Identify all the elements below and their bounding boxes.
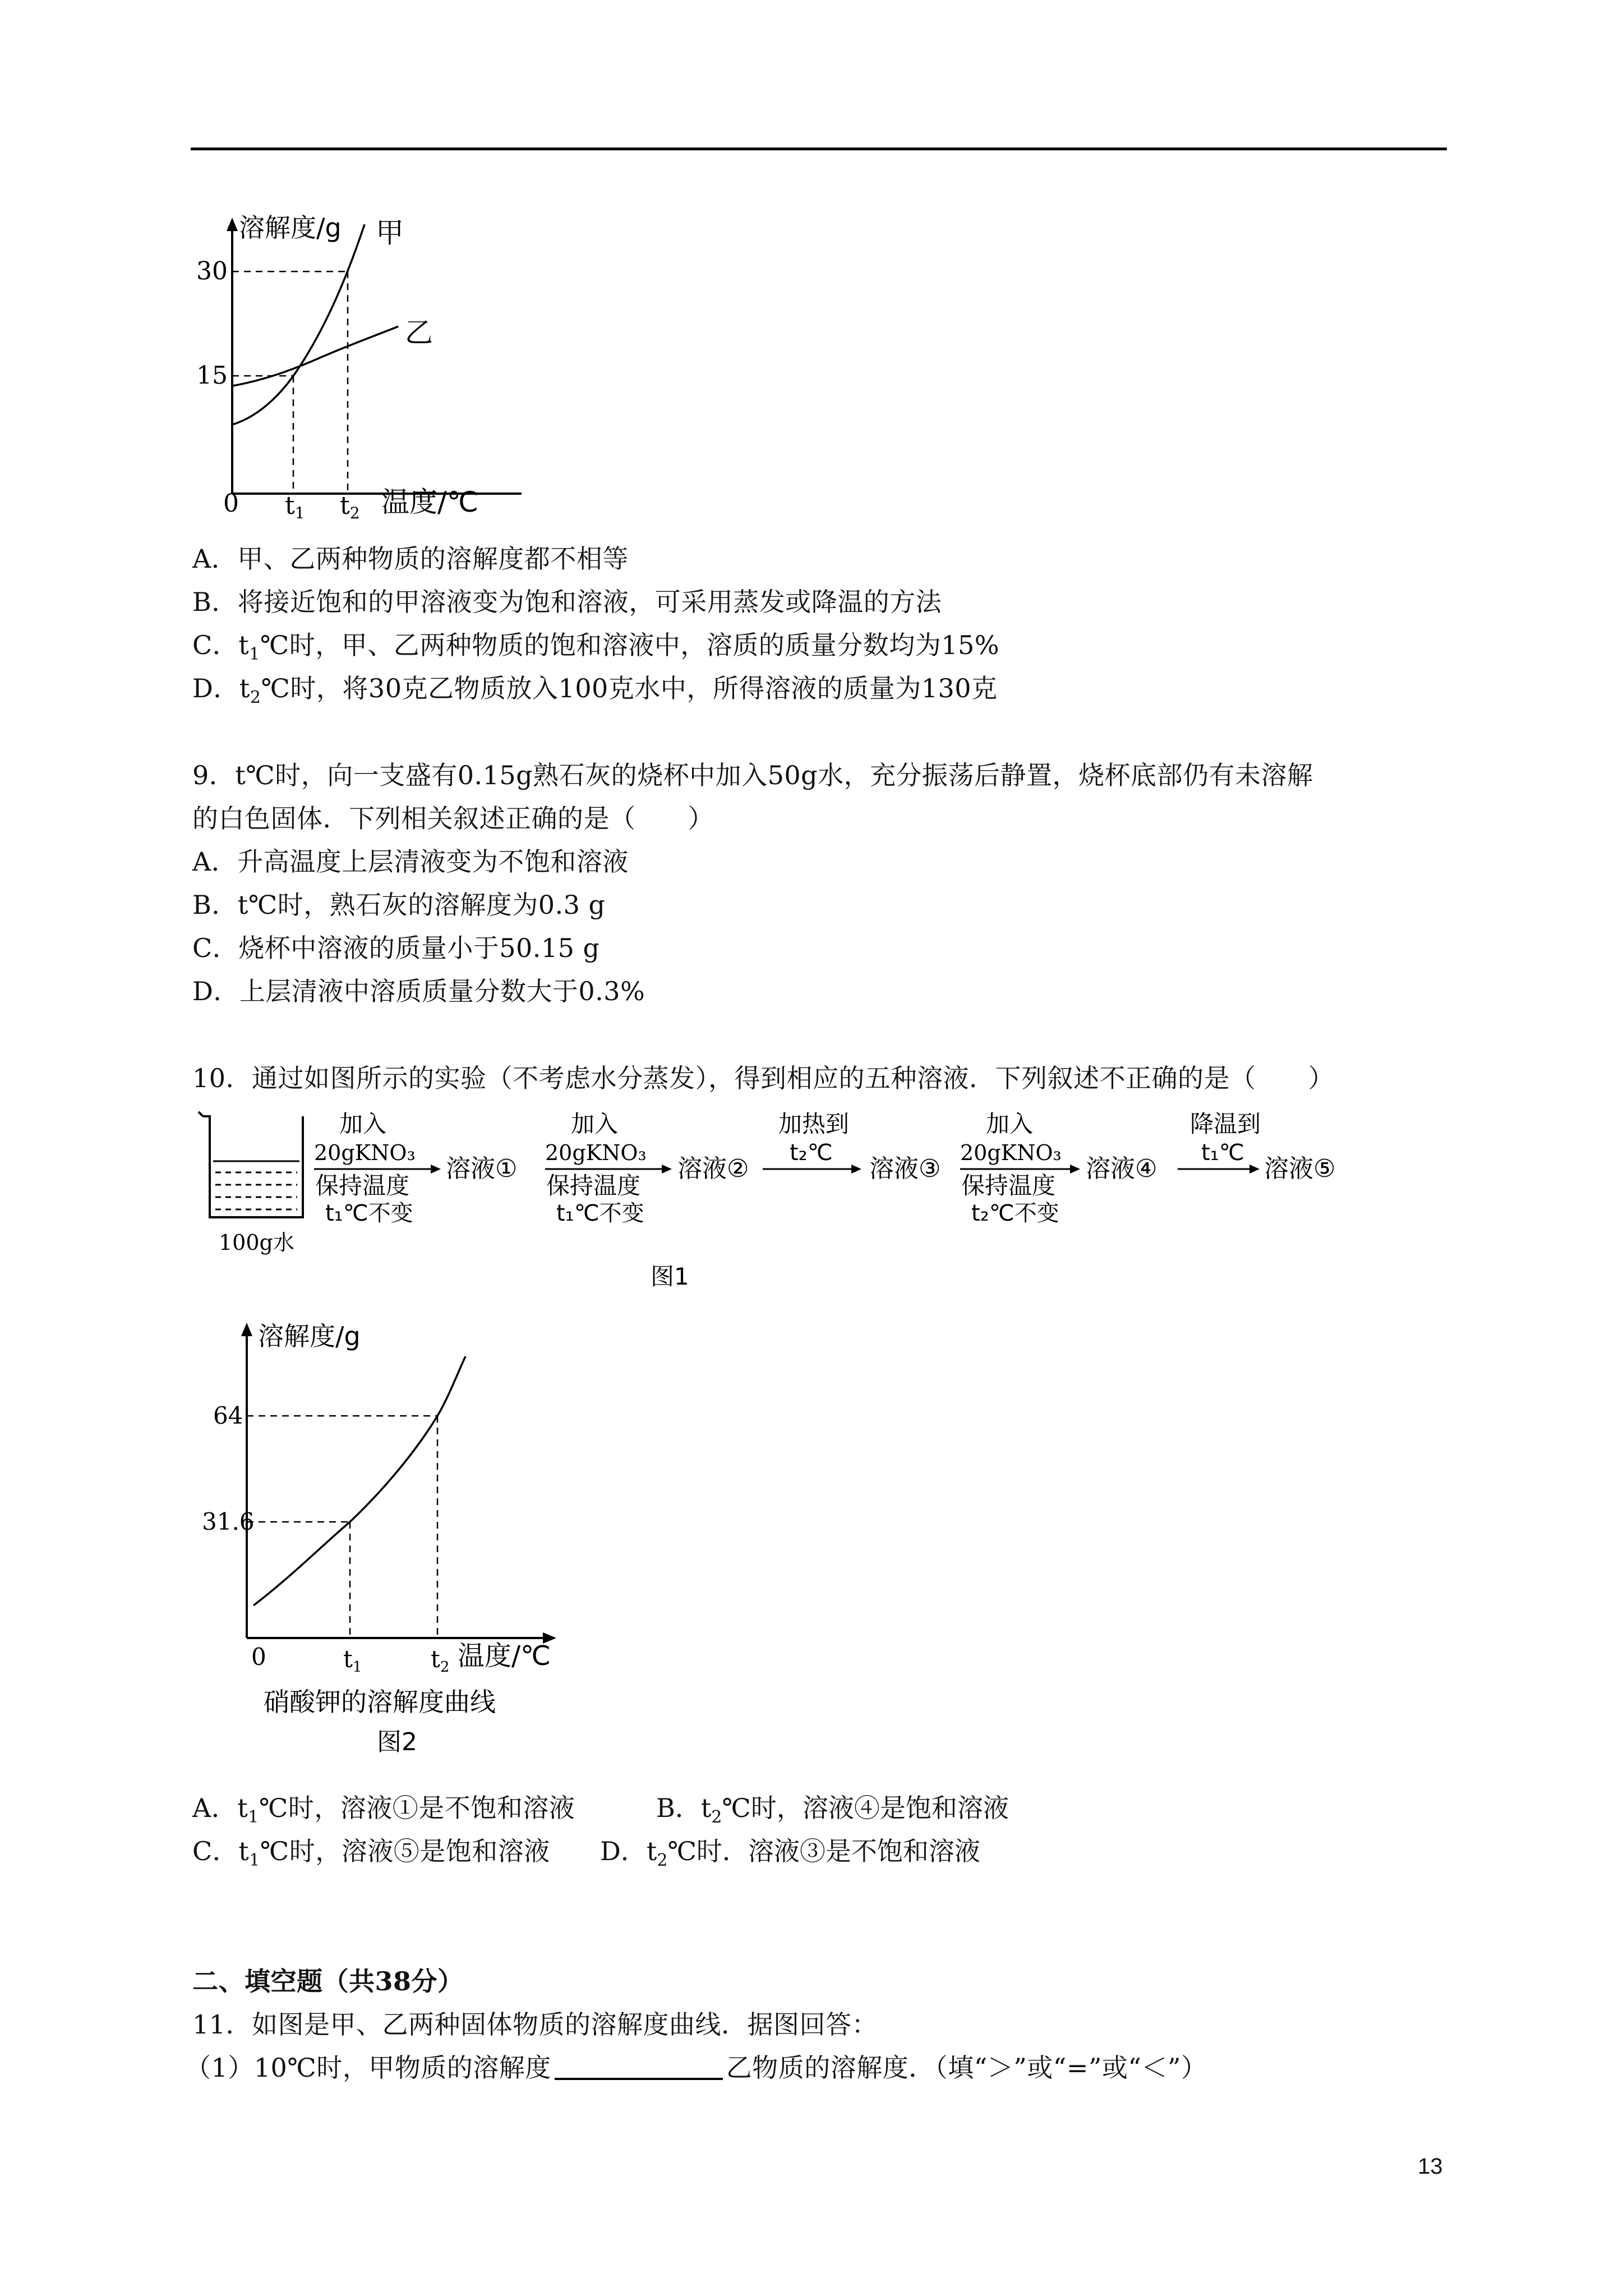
x-axis-label: 温度/℃: [458, 1640, 551, 1672]
y-tick-15: 15: [196, 361, 228, 390]
y-tick-30: 30: [196, 257, 228, 286]
experiment-flow-diagram: [191, 1099, 1357, 1307]
curve-jia-label: 甲: [376, 217, 404, 249]
q10-stem: 10．通过如图所示的实验（不考虑水分蒸发），得到相应的五种溶液．下列叙述不正确的是（ ）: [192, 1063, 1335, 1093]
q11-stem: 11．如图是甲、乙两种固体物质的溶解度曲线．据图回答：: [192, 2009, 878, 2040]
solution-4: 溶液④: [1086, 1154, 1158, 1183]
step2-bot: 保持温度: [546, 1172, 641, 1199]
curve-yi: [232, 326, 398, 386]
chart-title: 硝酸钾的溶解度曲线: [264, 1687, 496, 1717]
step4-mid: 20gKNO₃: [960, 1140, 1062, 1165]
step4-temp: t₂℃不变: [971, 1200, 1059, 1226]
q8-option-b: B．将接近饱和的甲溶液变为饱和溶液，可采用蒸发或降温的方法: [192, 587, 942, 617]
q10-option-c: C．$t_1℃$时，溶液⑤是饱和溶液: [192, 1836, 550, 1870]
q9-option-c: C．烧杯中溶液的质量小于50.15 g: [192, 933, 600, 963]
beaker-icon: [199, 1112, 303, 1217]
step3-temp: t₂℃: [790, 1140, 833, 1166]
x-tick-t2: t2: [340, 491, 360, 522]
q9-option-d: D．上层清液中溶质质量分数大于0.3%: [192, 976, 645, 1006]
x-tick-t1: t1: [343, 1645, 362, 1676]
q10-option-b: B．$t_2℃$时，溶液④是饱和溶液: [656, 1793, 1009, 1827]
q8-option-a: A．甲、乙两种物质的溶解度都不相等: [192, 544, 629, 574]
y-axis-arrow: [241, 1323, 252, 1336]
q8-option-d: D．$t_2℃$时，将30克乙物质放入100克水中，所得溶液的质量为130克: [192, 673, 998, 707]
q9-option-a: A．升高温度上层清液变为不饱和溶液: [192, 846, 629, 877]
x-tick-t2: t2: [431, 1645, 450, 1676]
y-axis-arrow: [227, 218, 238, 231]
step1-temp: t₁℃不变: [325, 1200, 413, 1226]
step1-bot: 保持温度: [315, 1172, 410, 1199]
header-rule: [191, 148, 1447, 150]
solution-2: 溶液②: [677, 1154, 749, 1183]
step1-mid: 20gKNO₃: [314, 1140, 416, 1165]
y-tick-64: 64: [213, 1402, 243, 1429]
figure1-caption: 图1: [651, 1263, 689, 1290]
page-number: 13: [1418, 2154, 1443, 2179]
step5-temp: t₁℃: [1201, 1140, 1244, 1166]
step5-top: 降温到: [1190, 1110, 1261, 1138]
q8-option-c: C．$t_1℃$时，甲、乙两种物质的饱和溶液中，溶质的质量分数均为15%: [192, 630, 999, 664]
section2-heading: 二、填空题（共38分）: [192, 1966, 464, 1996]
q10-option-d: D．$t_2℃$时．溶液③是不饱和溶液: [600, 1836, 980, 1870]
beaker-label: 100g水: [219, 1230, 294, 1255]
step2-temp: t₁℃不变: [556, 1200, 644, 1226]
step2-top: 加入: [571, 1110, 619, 1138]
figure2-caption: 图2: [377, 1728, 417, 1756]
solution-1: 溶液①: [446, 1154, 518, 1183]
kno3-solubility-chart: [202, 1313, 594, 1773]
q10-option-a: A．$t_1℃$时，溶液①是不饱和溶液: [192, 1793, 575, 1827]
curve-yi-label: 乙: [405, 316, 433, 349]
solubility-chart-jia-yi: [185, 202, 533, 533]
origin-label: 0: [251, 1643, 266, 1671]
q11-part1: （1）10℃时，甲物质的溶解度 乙物质的溶解度．（填“＞”或“=”或“＜”）: [185, 2053, 1207, 2083]
y-axis-label: 溶解度/g: [258, 1321, 361, 1351]
y-tick-31-6: 31.6: [202, 1508, 255, 1535]
answer-blank[interactable]: [555, 2053, 723, 2080]
q9-option-b: B．t℃时，熟石灰的溶解度为0.3 g: [192, 890, 606, 920]
q9-stem-line1: 9．t℃时，向一支盛有0.15g熟石灰的烧杯中加入50g水，充分振荡后静置，烧杯底部仍有未溶解: [192, 760, 1313, 790]
y-axis-label: 溶解度/g: [239, 213, 342, 243]
origin-label: 0: [223, 489, 239, 518]
curve-jia: [232, 224, 365, 425]
step3-top: 加热到: [778, 1110, 850, 1138]
step4-bot: 保持温度: [961, 1172, 1056, 1199]
step2-mid: 20gKNO₃: [545, 1140, 647, 1165]
kno3-curve: [253, 1356, 465, 1605]
step4-top: 加入: [986, 1110, 1034, 1138]
solution-3: 溶液③: [869, 1154, 941, 1183]
step1-top: 加入: [339, 1110, 387, 1138]
x-tick-t1: t1: [285, 491, 305, 522]
x-axis-label: 温度/℃: [381, 486, 478, 518]
solution-5: 溶液⑤: [1264, 1154, 1336, 1183]
q9-stem-line2: 的白色固体．下列相关叙述正确的是（ ）: [192, 803, 714, 834]
